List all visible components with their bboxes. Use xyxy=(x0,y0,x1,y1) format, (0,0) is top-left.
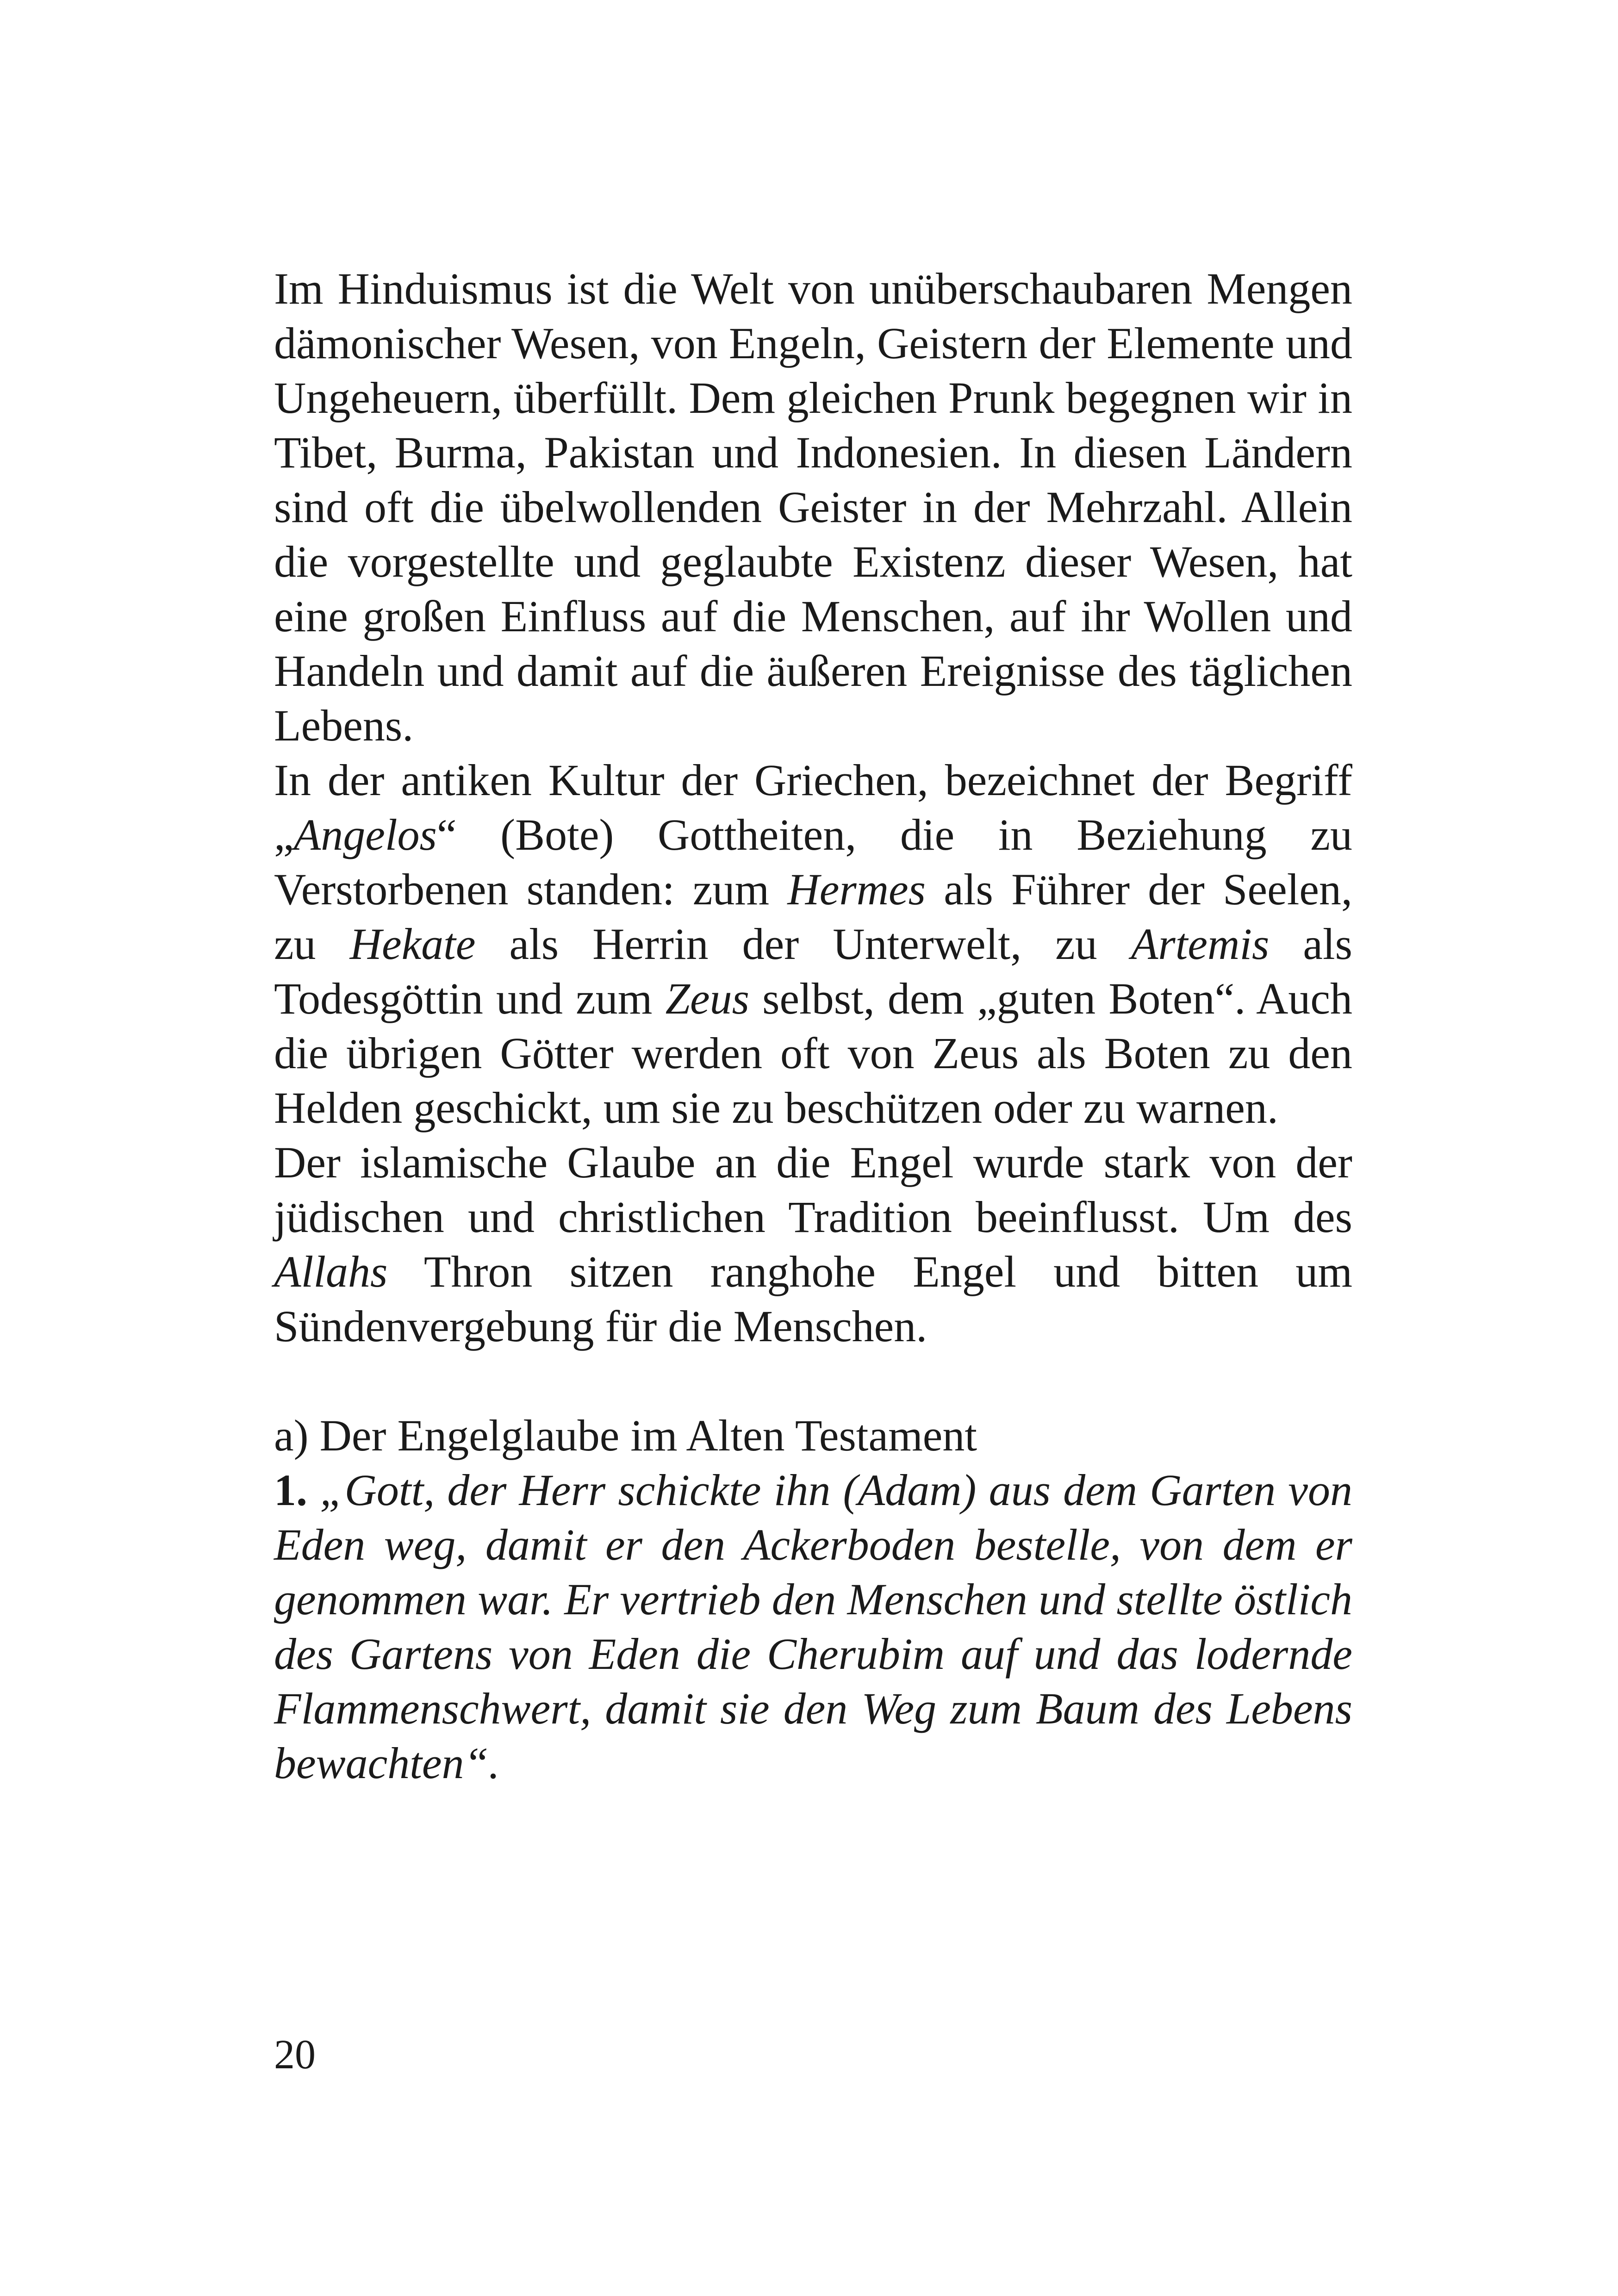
name-artemis: Artemis xyxy=(1131,919,1270,969)
page-number: 20 xyxy=(274,2032,316,2078)
paragraph-greeks xyxy=(274,753,1352,1135)
quote-number: 1. xyxy=(274,1465,307,1515)
greeks-text-1: In der antiken Kultur der Griechen, bezeichnet der Begriff „ xyxy=(274,755,1352,859)
paragraph-hinduism xyxy=(274,261,1352,753)
name-zeus: Zeus xyxy=(665,974,749,1023)
term-angelos: Angelos xyxy=(293,810,437,859)
body-text xyxy=(274,261,1352,1791)
paragraph-islam xyxy=(274,1135,1352,1354)
section-heading xyxy=(274,1408,1352,1463)
bible-quote xyxy=(274,1463,1352,1791)
paragraph-hinduism-text: Im Hinduismus ist die Welt von unüberschaubaren Mengen dämonischer Wesen, von Engeln, Geistern der Elemente und Ungeheuern, überfüllt. Dem gleichen Prunk begegnen wir in Tibet, Burma, Pakistan und Indonesien. In diesen Ländern sind oft die übelwollenden Geister in der Mehrzahl. Allein die vorgestellte und geglaubte Existenz dieser Wesen, hat eine großen Einfluss auf die Menschen, auf ihr Wollen und Handeln und damit auf die äußeren Ereignisse des täglichen Lebens. xyxy=(274,264,1352,750)
islam-text-2: Thron sitzen ranghohe Engel und bitten um Sündenvergebung für die Menschen. xyxy=(274,1247,1352,1351)
section-heading-text: a) Der Engelglaube im Alten Testament xyxy=(274,1411,977,1460)
quote-text: „Gott, der Herr schickte ihn (Adam) aus dem Garten von Eden weg, damit er den Ackerboden bestelle, von dem er genommen war. Er vertrieb den Menschen und stellte östlich des Gartens von Eden die Cherubim auf und das lodernde Flammenschwert, damit sie den Weg zum Baum des Lebens bewachten“. xyxy=(274,1465,1352,1788)
greeks-text-2: “ (Bote) Gottheiten, die in Beziehung zu Verstorbenen standen: zum xyxy=(274,810,1352,914)
name-hermes: Hermes xyxy=(787,865,926,914)
greeks-text-3: als Führer der Seelen, zu xyxy=(274,865,1353,969)
paragraph-gap xyxy=(274,1354,1352,1408)
islam-text-1: Der islamische Glaube an die Engel wurde stark von der jüdischen und christlichen Tradition beeinflusst. Um des xyxy=(274,1138,1352,1242)
name-hekate: Hekate xyxy=(349,919,476,969)
greeks-text-6: selbst, dem „guten Boten“. Auch die übrigen Götter werden oft von Zeus als Boten zu den Helden geschickt, um sie zu beschützen oder zu warnen. xyxy=(274,974,1353,1132)
name-allahs: Allahs xyxy=(274,1247,388,1296)
greeks-text-4: als Herrin der Unterwelt, zu xyxy=(475,919,1131,969)
greeks-text-5: als Todesgöttin und zum xyxy=(274,919,1353,1023)
